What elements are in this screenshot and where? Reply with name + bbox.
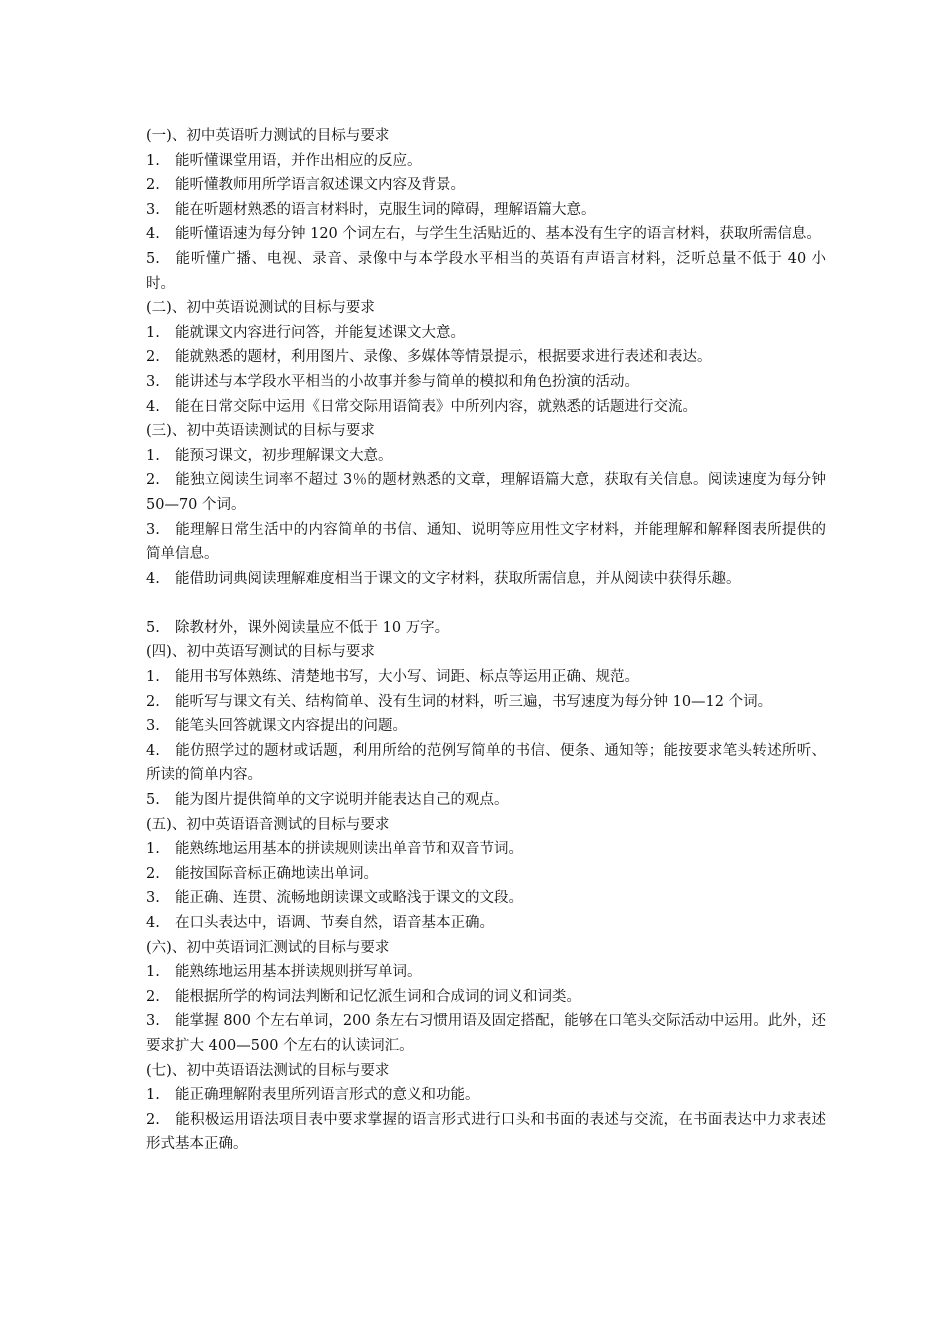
list-item <box>146 567 826 592</box>
item-text: 能仿照学过的题材或话题，利用所给的范例写简单的书信、便条、通知等；能按要求笔头转述所听、所读的简单内容。 <box>146 742 826 784</box>
item-number: 1. <box>146 841 160 858</box>
section-title: (一)、初中英语听力测试的目标与要求 <box>146 128 390 144</box>
list-item <box>146 862 826 887</box>
list-item <box>146 444 826 469</box>
item-number: 4. <box>146 742 160 759</box>
list-item <box>146 173 826 198</box>
section-title: (五)、初中英语语音测试的目标与要求 <box>146 816 390 833</box>
item-number: 3. <box>146 201 160 218</box>
list-item <box>146 665 826 690</box>
item-number: 3. <box>146 373 160 390</box>
item-number: 5. <box>146 250 160 267</box>
section-title: (四)、初中英语写测试的目标与要求 <box>146 644 375 661</box>
list-item <box>146 690 826 715</box>
list-item <box>146 788 826 813</box>
item-text: 能笔头回答就课文内容提出的问题。 <box>175 718 407 735</box>
section-title: (七)、初中英语语法测试的目标与要求 <box>146 1062 390 1079</box>
item-text: 能就熟悉的题材，利用图片、录像、多媒体等情景提示，根据要求进行表述和表达。 <box>175 349 712 366</box>
item-text: 能预习课文，初步理解课文大意。 <box>175 447 393 464</box>
item-text: 能按国际音标正确地读出单词。 <box>175 865 378 882</box>
list-item <box>146 1009 826 1058</box>
item-text: 除教材外，课外阅读量应不低于 10 万字。 <box>175 619 450 636</box>
list-item <box>146 149 826 174</box>
item-number: 5. <box>146 619 160 636</box>
list-item <box>146 222 826 247</box>
item-text: 能熟练地运用基本的拼读规则读出单音节和双音节词。 <box>175 841 523 858</box>
list-item <box>146 395 826 420</box>
item-number: 3. <box>146 890 160 907</box>
list-item <box>146 960 826 985</box>
item-text: 能借助词典阅读理解难度相当于课文的文字材料，获取所需信息，并从阅读中获得乐趣。 <box>175 570 741 587</box>
item-number: 4. <box>146 398 160 415</box>
item-number: 1. <box>146 1087 160 1104</box>
item-number: 5. <box>146 792 160 809</box>
item-text: 能用书写体熟练、清楚地书写，大小写、词距、标点等运用正确、规范。 <box>175 669 639 686</box>
document-body <box>146 124 826 1157</box>
item-text: 能正确理解附表里所列语言形式的意义和功能。 <box>175 1087 480 1104</box>
item-text: 能积极运用语法项目表中要求掌握的语言形式进行口头和书面的表述与交流，在书面表达中力求表述形式基本正确。 <box>146 1111 826 1153</box>
list-item <box>146 985 826 1010</box>
list-item <box>146 370 826 395</box>
item-text: 能听懂课堂用语，并作出相应的反应。 <box>175 152 422 169</box>
item-number: 4. <box>146 915 160 931</box>
item-number: 4. <box>146 226 160 243</box>
item-number: 2. <box>146 865 160 882</box>
item-text: 能在日常交际中运用《日常交际用语简表》中所列内容，就熟悉的话题进行交流。 <box>175 398 697 415</box>
item-number: 1. <box>146 324 160 341</box>
item-text: 能听写与课文有关、结构简单、没有生词的材料，听三遍，书写速度为每分钟 10—12 个词。 <box>175 693 773 710</box>
section-title: (六)、初中英语词汇测试的目标与要求 <box>146 939 390 956</box>
list-item <box>146 198 826 223</box>
item-number: 2. <box>146 988 160 1005</box>
item-number: 2. <box>146 1111 160 1128</box>
list-item <box>146 345 826 370</box>
item-text: 在口头表达中，语调、节奏自然，语音基本正确。 <box>175 915 494 931</box>
item-text: 能听懂广播、电视、录音、录像中与本学段水平相当的英语有声语言材料，泛听总量不低于 40 小时。 <box>146 250 826 292</box>
item-text: 能根据所学的构词法判断和记忆派生词和合成词的词义和词类。 <box>175 988 581 1005</box>
item-number: 3. <box>146 521 160 538</box>
item-number: 2. <box>146 177 160 194</box>
item-text: 能听懂教师用所学语言叙述课文内容及背景。 <box>175 177 465 194</box>
item-text: 能独立阅读生词率不超过 3％的题材熟悉的文章，理解语篇大意，获取有关信息。阅读速度为每分钟 50—70 个词。 <box>146 472 826 513</box>
list-item <box>146 247 826 296</box>
item-text: 能理解日常生活中的内容简单的书信、通知、说明等应用性文字材料，并能理解和解释图表所提供的简单信息。 <box>146 521 826 563</box>
item-text: 能就课文内容进行问答，并能复述课文大意。 <box>175 324 465 341</box>
list-item <box>146 468 826 517</box>
section-title: (二)、初中英语说测试的目标与要求 <box>146 300 375 317</box>
item-number: 1. <box>146 964 160 981</box>
list-item <box>146 518 826 567</box>
item-text: 能熟练地运用基本拼读规则拼写单词。 <box>175 964 422 981</box>
list-item <box>146 1083 826 1108</box>
list-item <box>146 321 826 346</box>
list-item <box>146 1108 826 1157</box>
blank-line <box>146 591 826 616</box>
list-item <box>146 911 826 936</box>
item-text: 能听懂语速为每分钟 120 个词左右，与学生生活贴近的、基本没有生字的语言材料，获取所需信息。 <box>175 226 821 243</box>
list-item <box>146 616 826 641</box>
item-number: 1. <box>146 447 160 464</box>
item-number: 2. <box>146 349 160 366</box>
list-item <box>146 886 826 911</box>
item-number: 1. <box>146 152 160 169</box>
item-number: 3. <box>146 1013 160 1030</box>
list-item <box>146 714 826 739</box>
list-item <box>146 837 826 862</box>
item-text: 能为图片提供简单的文字说明并能表达自己的观点。 <box>175 792 509 809</box>
item-number: 2. <box>146 472 160 489</box>
item-number: 4. <box>146 570 160 587</box>
item-number: 3. <box>146 718 160 735</box>
item-text: 能在听题材熟悉的语言材料时，克服生词的障碍，理解语篇大意。 <box>175 201 596 218</box>
item-text: 能掌握 800 个左右单词，200 条左右习惯用语及固定搭配，能够在口笔头交际活动中运用。此外，还要求扩大 400—500 个左右的认读词汇。 <box>146 1013 826 1054</box>
list-item <box>146 739 826 788</box>
item-text: 能正确、连贯、流畅地朗读课文或略浅于课文的文段。 <box>175 890 523 907</box>
item-number: 1. <box>146 669 160 686</box>
item-text: 能讲述与本学段水平相当的小故事并参与简单的模拟和角色扮演的活动。 <box>175 373 639 390</box>
item-number: 2. <box>146 693 160 710</box>
section-title: (三)、初中英语读测试的目标与要求 <box>146 423 375 440</box>
